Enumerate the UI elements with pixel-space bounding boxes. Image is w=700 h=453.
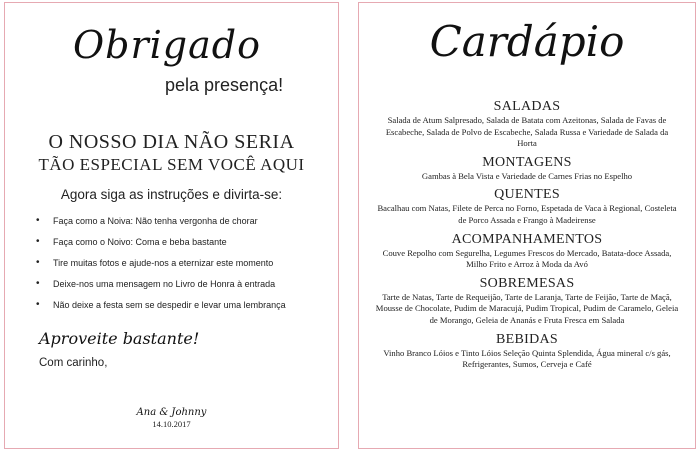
wedding-date: 14.10.2017	[152, 419, 191, 429]
regards-text: Com carinho,	[39, 357, 108, 369]
section-items: Couve Repolho com Segurelha, Legumes Frescos do Mercado, Batata-doce Assada, Milho Frito e Arroz à Moda da Avó	[382, 247, 672, 270]
thank-you-subtitle: pela presença!	[165, 75, 284, 95]
section-items: Vinho Branco Lóios e Tinto Lóios Seleção Quinta Splendida, Água mineral c/s gás, Refrigerantes, Sumos, Cerveja e Café	[383, 347, 671, 370]
instructions-intro: Agora siga as instruções e divirta-se:	[60, 187, 283, 202]
thank-you-card	[4, 2, 339, 449]
section-items: Bacalhau com Natas, Filete de Perca no Forno, Espetada de Vaca à Regional, Costeleta de Porco Assada e Frango à Madeirense	[377, 203, 677, 225]
menu-card	[358, 2, 696, 449]
list-item: • Não deixe a festa sem se despedir e levar uma lembrança	[35, 299, 330, 311]
enjoy-note: Aproveite bastante!	[39, 329, 200, 348]
menu-sections	[359, 98, 695, 375]
section-items: Gambas à Bela Vista e Variedade de Carnes Frias no Espelho	[421, 170, 633, 181]
couple-signature: Ana & Johnny	[136, 407, 207, 418]
list-item: • Faça como o Noivo: Coma e beba bastante	[35, 236, 330, 248]
section-title: BEBIDAS	[496, 331, 558, 347]
menu-section-bebidas	[359, 331, 695, 371]
list-item: • Tire muitas fotos e ajude-nos a eternizar este momento	[35, 257, 330, 269]
menu-title: Cardápio	[429, 17, 625, 66]
menu-section-acompanhamentos	[359, 231, 695, 271]
menu-section-saladas	[359, 98, 695, 150]
list-item: • Faça como a Noiva: Não tenha vergonha de chorar	[35, 215, 330, 227]
section-title: SALADAS	[493, 99, 561, 114]
section-title: ACOMPANHAMENTOS	[451, 231, 603, 247]
list-item: • Deixe-nos uma mensagem no Livro de Honra à entrada	[35, 278, 330, 290]
menu-section-quentes	[359, 186, 695, 226]
menu-section-sobremesas	[359, 275, 695, 327]
menu-section-montagens	[359, 154, 695, 183]
section-items: Tarte de Natas, Tarte de Requeijão, Tarte de Laranja, Tarte de Feijão, Tarte de Maçã, Mousse de Chocolate, Pudim de Maracujá, Pudim Tropical, Pudim de Caramelo, Geleia de Morango, Geleia de Ananás e Fruta Fresca em Salada	[375, 291, 679, 325]
headline-line-2: TÃO ESPECIAL SEM VOCÊ AQUI	[38, 155, 305, 174]
section-title: QUENTES	[494, 187, 560, 203]
section-title: SOBREMESAS	[479, 275, 575, 291]
headline-line-1: O NOSSO DIA NÃO SERIA	[48, 131, 295, 153]
section-title: MONTAGENS	[482, 154, 572, 170]
instructions-list	[35, 215, 330, 320]
section-items: Salada de Atum Salpresado, Salada de Batata com Azeitonas, Salada de Favas de Escabeche, Salada de Polvo de Escabeche, Salada Russa e Variedade de Salada da Horta	[385, 115, 669, 149]
thank-you-title: Obrigado	[73, 23, 261, 67]
